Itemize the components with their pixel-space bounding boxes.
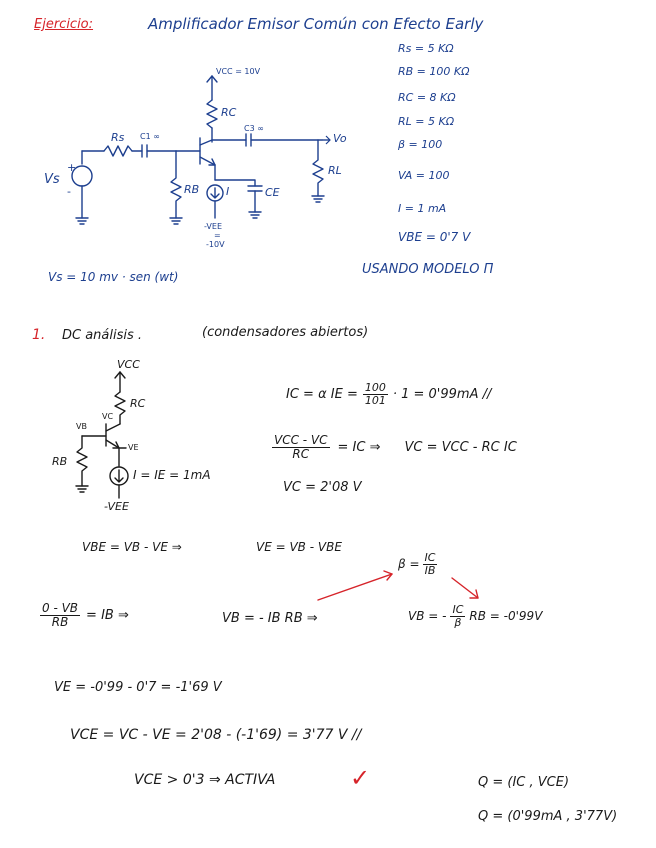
dc-rc-label: RC [130, 397, 146, 410]
param-rc: RC = 8 KΩ [398, 91, 456, 104]
q-point-value: Q = (0'99mA , 3'77V) [478, 809, 618, 824]
vb2-eq-right: RB = -0'99V [469, 609, 543, 624]
beta-eq-left: β = [398, 557, 420, 572]
vb2-frac-den: β [454, 615, 462, 629]
vs-minus-icon: - [67, 185, 71, 198]
vs-plus-icon: + [67, 161, 77, 174]
param-i: I = 1 mA [398, 202, 447, 215]
vb-expression: VB = - IB RB ⇒ [222, 611, 318, 626]
vo-label: Vo [333, 132, 347, 145]
dc-vc-label: VC [102, 412, 114, 421]
ic-frac-den: 101 [364, 393, 386, 407]
vee-equals: = [214, 231, 221, 240]
rc-label: RC [221, 106, 237, 119]
vce-equation: VCE = VC - VE = 2'08 - (-1'69) = 3'77 V // [70, 727, 362, 743]
ib-eq-mid: = IB ⇒ [86, 607, 129, 623]
dc-rb-label: RB [52, 455, 68, 468]
vb2-eq-left: VB = - [408, 609, 447, 624]
c3-label: C3 ∞ [244, 124, 264, 133]
vbe-equation: VBE = VB - VE ⇒ [82, 540, 182, 554]
c1-label: C1 ∞ [140, 132, 160, 141]
rb-label: RB [184, 183, 200, 196]
ib-frac-num: 0 - VB [42, 601, 79, 615]
beta-frac-den: IB [424, 563, 436, 577]
param-vbe: VBE = 0'7 V [398, 230, 471, 244]
param-rb: RB = 100 KΩ [398, 65, 470, 78]
vb-value-equation [408, 604, 542, 628]
ce-label: CE [265, 186, 280, 199]
ve-expression: VE = VB - VBE [256, 540, 342, 554]
rs-label: Rs [111, 131, 125, 144]
vb2-fraction [450, 604, 465, 628]
ib-equation [40, 602, 129, 628]
check-icon: ✓ [350, 764, 371, 792]
ib-frac-den: RB [51, 614, 69, 629]
i-label: I [226, 185, 230, 198]
vee-label: -VEE [204, 222, 222, 231]
arrow-to-beta [318, 574, 392, 600]
param-va: VA = 100 [398, 169, 450, 182]
section-number: 1. [32, 327, 46, 343]
ib-fraction [40, 602, 80, 628]
vc-frac-den: RC [292, 446, 310, 461]
dc-vb-label: VB [76, 422, 87, 431]
ic-eq-left: IC = α IE = [286, 386, 358, 402]
dc-vcc-label: VCC [117, 358, 140, 371]
beta-frac-num: IC [424, 551, 436, 564]
section-note: (condensadores abiertos) [202, 325, 369, 340]
arrow-to-vb [452, 578, 478, 598]
vee-value: -10V [206, 240, 225, 249]
exercise-title: Amplificador Emisor Común con Efecto Early [148, 15, 484, 33]
active-condition: VCE > 0'3 ⇒ ACTIVA [134, 772, 276, 788]
vcc-label: VCC = 10V [216, 67, 261, 76]
model-note: USANDO MODELO Π [362, 262, 494, 277]
param-rs: Rs = 5 KΩ [398, 42, 454, 55]
vc-eq-right: VC = VCC - RC IC [404, 439, 517, 455]
rl-label: RL [328, 164, 342, 177]
param-beta: β = 100 [398, 138, 443, 151]
vc-frac-num: VCC - VC [274, 433, 328, 447]
ic-frac-num: 100 [364, 381, 386, 394]
dc-ve-label: VE [128, 443, 139, 452]
param-rl: RL = 5 KΩ [398, 115, 455, 128]
section-title: DC análisis . [62, 328, 143, 343]
source-equation: Vs = 10 mv · sen (wt) [48, 270, 179, 284]
exercise-label: Ejercicio: [34, 17, 94, 32]
dc-vee-label: -VEE [104, 500, 129, 513]
ve-value: VE = -0'99 - 0'7 = -1'69 V [54, 680, 222, 695]
vs-label: Vs [44, 172, 60, 187]
vb2-frac-num: IC [452, 603, 464, 616]
ic-eq-right: · 1 = 0'99mA // [392, 386, 492, 402]
q-point-definition: Q = (IC , VCE) [478, 775, 570, 790]
vc-eq-mid: = IC ⇒ [337, 439, 381, 455]
dc-current-label: I = IE = 1mA [133, 468, 211, 482]
vc-value: VC = 2'08 V [283, 480, 362, 495]
